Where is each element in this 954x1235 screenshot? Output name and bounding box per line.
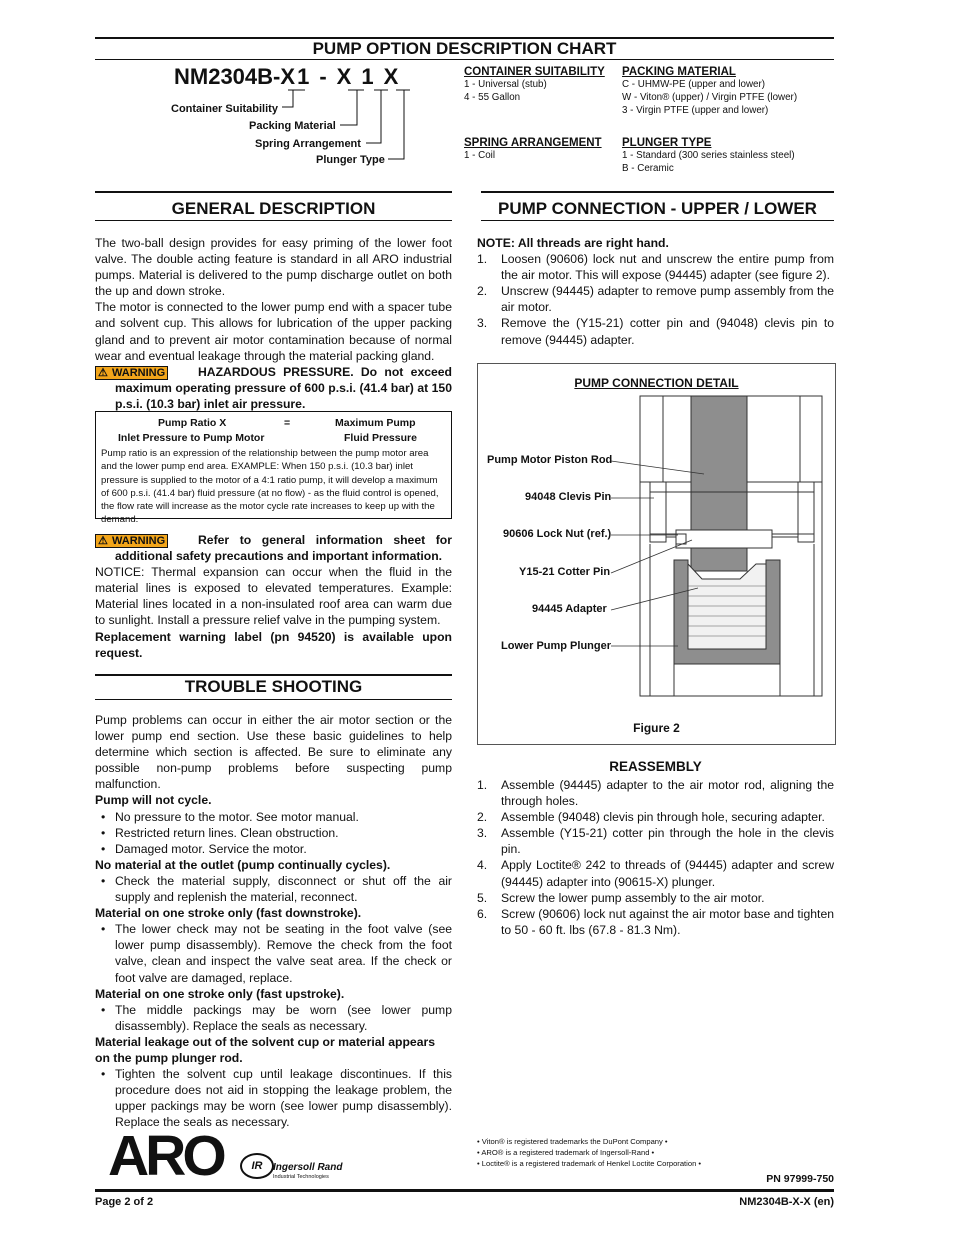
footer-rule	[95, 1189, 834, 1192]
part-number: PN 97999-750	[766, 1173, 834, 1185]
warning-1	[95, 364, 452, 412]
list-item: • Tighten the solvent cup until leakage discontinues. If this procedure does not aid in stopping the leakage problem, the upper packings may be worn (see lower pump disassembly). Replace the seals as necessary.	[95, 1066, 452, 1130]
group-plunger	[622, 137, 795, 175]
group-heading: PACKING MATERIAL	[622, 66, 736, 78]
step-text: Screw (90606) lock nut against the air motor base and tighten to 50 - 60 ft. lbs (67.8 - 81.3 Nm).	[501, 906, 834, 937]
list-item: 1. Loosen (90606) lock nut and unscrew the entire pump from the air motor. This will expose (94445) adapter (see figure 2).	[477, 252, 834, 283]
trademark-line: • Loctite® is a registered trademark of Henkel Loctite Corporation •	[477, 1159, 702, 1168]
general-body	[95, 235, 452, 412]
trademarks	[477, 1136, 701, 1169]
general-p1: The two-ball design provides for easy priming of the lower foot valve. The double acting feature is standard in all ARO industrial pumps. Material is delivered to the pump discharge outlet on both the up and down stroke.	[95, 236, 452, 299]
ratio-right-bottom: Fluid Pressure	[344, 432, 417, 444]
group-spring	[464, 137, 602, 162]
list-item: 6. Screw (90606) lock nut against the air motor base and tighten to 50 - 60 ft. lbs (67.8 - 81.3 Nm).	[477, 906, 834, 937]
ingersoll-rand-icon: IR	[240, 1153, 274, 1179]
ratio-left-bottom: Inlet Pressure to Pump Motor	[118, 432, 265, 444]
trouble-list-2	[95, 873, 452, 905]
pump-ratio-box	[95, 411, 452, 526]
group-heading: SPRING ARRANGEMENT	[464, 137, 602, 149]
aro-logo: ARO	[108, 1124, 223, 1188]
code-5: 1	[361, 64, 374, 89]
trouble-rule-top	[95, 674, 452, 676]
list-item: 2. Assemble (94048) clevis pin through hole, securing adapter.	[477, 810, 825, 825]
label-lock-nut: 90606 Lock Nut (ref.)	[503, 528, 612, 540]
general-rule-bottom	[95, 220, 452, 221]
group-item: 4 - 55 Gallon	[464, 92, 521, 103]
label-plunger: Lower Pump Plunger	[501, 640, 612, 652]
list-item: 4. Apply Loctite® 242 to threads of (94445) adapter and screw (94445) adapter into (90615-X) plunger.	[477, 858, 834, 889]
code-3: -	[319, 64, 327, 89]
label-container: Container Suitability	[171, 103, 278, 115]
ratio-explanation: Pump ratio is an expression of the relationship between the pump motor area and the lower pump end area. EXAMPLE: When 150 p.s.i. (10.3 bar) inlet pressure is supplied to the motor of a 4:1 ratio pump, it will develop a maximum of 600 p.s.i. (41.4 bar) fluid pressure (at no flow) - as the fluid control is opened, the flow rate will increase as the motor cycle rate increases to keep up with the demand.	[101, 448, 439, 526]
warning-label: WARNING	[112, 366, 166, 379]
warning-icon: ⚠	[98, 366, 108, 379]
code-1: X	[280, 64, 296, 89]
trademark-line: • Viton® is registered trademarks the DuPont Company •	[477, 1137, 668, 1146]
ratio-left-top: Pump Ratio X	[158, 417, 227, 429]
trouble-rule-bottom	[95, 699, 452, 700]
group-item: C - UHMW-PE (upper and lower)	[622, 79, 765, 90]
figure-2-panel	[477, 363, 836, 745]
code-4: X	[336, 64, 352, 89]
warning-badge	[95, 534, 168, 548]
connection-rule-bottom	[481, 220, 834, 221]
list-item: • The middle packings may be worn (see lower pump disassembly). Replace the seals as necessary.	[95, 1002, 452, 1034]
step-text: Loosen (90606) lock nut and unscrew the entire pump from the air motor. This will expose (94445) adapter (see figure 2).	[501, 252, 834, 283]
clevis-pin	[676, 530, 772, 548]
group-item: 1 - Standard (300 series stainless steel)	[622, 150, 795, 161]
label-adapter: 94445 Adapter	[532, 603, 607, 615]
connection-rule-top	[481, 191, 834, 193]
list-item: • Damaged motor. Service the motor.	[95, 841, 452, 857]
general-body-2	[95, 532, 452, 661]
group-container	[464, 66, 605, 104]
trouble-h4: Material on one stroke only (fast upstroke).	[95, 986, 345, 1001]
warning-badge	[95, 366, 168, 380]
list-item: 3. Remove the (Y15-21) cotter pin and (94048) clevis pin to remove (94445) adapter.	[477, 316, 834, 347]
reassembly-body	[477, 777, 834, 938]
connection-note: NOTE: All threads are right hand.	[477, 236, 669, 250]
trouble-intro: Pump problems can occur in either the air motor section or the lower pump end section. Use these basic guidelines to help determine which section is affected. Be sure to eliminate any possible non-pump problems before suspecting pump malfunction.	[95, 713, 452, 792]
trouble-h1: Pump will not cycle.	[95, 793, 212, 808]
pump-connection-drawing	[478, 364, 835, 744]
model-prefix: NM2304B-	[174, 64, 281, 89]
step-text: Apply Loctite® 242 to threads of (94445) adapter and screw (94445) adapter into (90615-X) plunger.	[501, 858, 834, 889]
document-id: NM2304B-X-X (en)	[739, 1196, 834, 1208]
trouble-h2: No material at the outlet (pump continually cycles).	[95, 857, 391, 872]
label-spring: Spring Arrangement	[255, 138, 361, 150]
label-packing: Packing Material	[249, 120, 336, 132]
replacement-label-text: Replacement warning label (pn 94520) is available upon request.	[95, 629, 452, 660]
warning-label: WARNING	[112, 535, 166, 547]
list-item: 1. Assemble (94445) adapter to the air motor rod, aligning the through holes.	[477, 778, 834, 809]
general-p2: The motor is connected to the lower pump end with a spacer tube and solvent cup. This allows for lubrication of the upper packing gland and to prevent air motor contamination because of normal wear and eventual leakage through the material packing gland.	[95, 300, 452, 363]
reassembly-title: REASSEMBLY	[609, 759, 702, 774]
trouble-h5: Material leakage out of the solvent cup or material appears on the pump plunger rod.	[95, 1034, 436, 1065]
trouble-body	[95, 712, 452, 1130]
group-packing	[622, 66, 797, 117]
label-cotter-pin: Y15-21 Cotter Pin	[519, 566, 611, 578]
list-item: • No pressure to the motor. See motor manual.	[95, 809, 452, 825]
step-text: Remove the (Y15-21) cotter pin and (94048) clevis pin to remove (94445) adapter.	[501, 316, 834, 347]
list-item: 5. Screw the lower pump assembly to the air motor.	[477, 890, 765, 905]
ratio-right-top: Maximum Pump	[335, 417, 416, 429]
step-text: Assemble (94445) adapter to the air motor rod, aligning the through holes.	[501, 778, 834, 809]
ratio-eq: =	[284, 417, 291, 429]
trouble-list-5	[95, 1066, 452, 1130]
warning-1-text: HAZARDOUS PRESSURE. Do not exceed maximum operating pressure of 600 p.s.i. (41.4 bar) at 150 p.s.i. (10.3 bar) inlet air pressure.	[115, 364, 452, 411]
figure-caption: Figure 2	[633, 721, 680, 735]
label-clevis-pin: 94048 Clevis Pin	[525, 491, 612, 503]
page-number: Page 2 of 2	[95, 1196, 154, 1208]
list-item: • Check the material supply, disconnect or shut off the air supply and replenish the material, reconnect.	[95, 873, 452, 905]
list-item: • The lower check may not be seating in the foot valve (see lower pump disassembly). Remove the check from the foot valve, clean and inspect the valve seat area. If the check or foot valve are damaged, replace.	[95, 921, 452, 985]
general-title: GENERAL DESCRIPTION	[171, 199, 376, 218]
trouble-list-3	[95, 921, 452, 985]
figure-title: PUMP CONNECTION DETAIL	[574, 376, 739, 390]
label-piston-rod: Pump Motor Piston Rod	[487, 454, 613, 466]
general-rule-top	[95, 191, 452, 193]
trademark-line: • ARO® is a registered trademark of Ingersoll-Rand •	[477, 1148, 655, 1157]
brand-name: Ingersoll Rand	[273, 1162, 343, 1173]
warning-2	[95, 532, 452, 564]
code-2: 1	[297, 64, 310, 89]
connection-body	[477, 235, 834, 348]
connection-title: PUMP CONNECTION - UPPER / LOWER	[498, 199, 817, 218]
warning-icon: ⚠	[98, 535, 108, 547]
group-item: W - Viton® (upper) / Virgin PTFE (lower)	[622, 92, 798, 103]
list-item: • Restricted return lines. Clean obstruction.	[95, 825, 452, 841]
label-plunger: Plunger Type	[316, 154, 385, 166]
option-chart-rule	[95, 59, 834, 60]
list-item: 2. Unscrew (94445) adapter to remove pump assembly from the air motor.	[477, 284, 834, 315]
group-heading: CONTAINER SUITABILITY	[464, 66, 605, 78]
trouble-h3: Material on one stroke only (fast downstroke).	[95, 906, 362, 921]
group-heading: PLUNGER TYPE	[622, 137, 712, 149]
trouble-title: TROUBLE SHOOTING	[184, 677, 363, 696]
notice-text: NOTICE: Thermal expansion can occur when the fluid in the material lines is exposed to elevated temperatures. Example: Material lines located in a non-insulated roof area can warm due to sunlight. Install a pressure relief valve in the pumping system.	[95, 565, 452, 628]
reassembly-steps	[477, 777, 834, 938]
list-item: 3. Assemble (Y15-21) cotter pin through the hole in the clevis pin.	[477, 826, 834, 857]
step-text: Assemble (94048) clevis pin through hole, securing adapter.	[501, 810, 825, 825]
connection-steps	[477, 251, 834, 348]
group-item: 3 - Virgin PTFE (upper and lower)	[622, 105, 769, 116]
trouble-list-4	[95, 1002, 452, 1034]
trouble-list-1	[95, 809, 452, 857]
code-6: X	[383, 64, 399, 89]
step-text: Screw the lower pump assembly to the air motor.	[501, 890, 765, 905]
step-text: Unscrew (94445) adapter to remove pump assembly from the air motor.	[501, 284, 834, 315]
warning-2-text: Refer to general information sheet for additional safety precautions and important information.	[115, 533, 452, 564]
step-text: Assemble (Y15-21) cotter pin through the hole in the clevis pin.	[501, 826, 834, 857]
group-item: 1 - Coil	[464, 150, 496, 161]
brand-subtitle: Industrial Technologies	[273, 1174, 329, 1180]
group-item: 1 - Universal (stub)	[464, 79, 547, 90]
option-chart-title: PUMP OPTION DESCRIPTION CHART	[312, 39, 617, 58]
group-item: B - Ceramic	[622, 163, 674, 174]
